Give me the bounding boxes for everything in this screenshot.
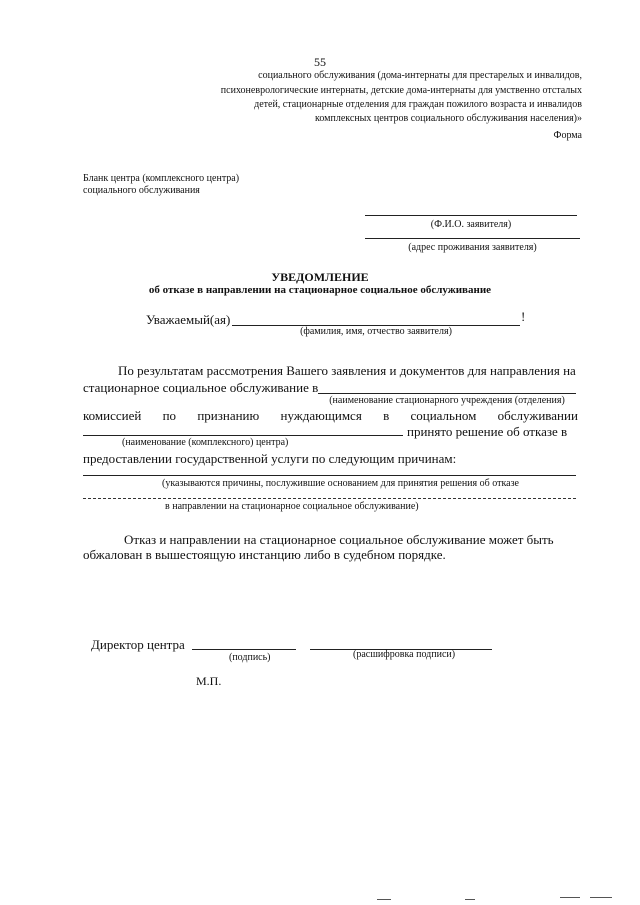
header-line-1: социального обслуживания (дома-интернаты для престарелых и инвалидов, <box>258 70 582 81</box>
center-line <box>83 435 403 436</box>
stamp-label: М.П. <box>196 674 222 688</box>
document-subtitle: об отказе в направлении на стационарное социальное обслуживание <box>148 284 492 296</box>
greeting-caption: (фамилия, имя, отчество заявителя) <box>300 326 452 337</box>
scan-mark-2 <box>465 899 475 900</box>
word-6: социальном <box>410 408 477 423</box>
address-caption: (адрес проживания заявителя) <box>408 242 537 253</box>
header-line-4: комплексных центров социального обслуживания населения)» <box>315 113 582 124</box>
blank-line-2: социального обслуживания <box>83 185 200 196</box>
word-1: комиссией <box>83 408 142 423</box>
appeal-line-1: Отказ и направлении на стационарное социальное обслуживание может быть <box>124 532 554 547</box>
page-number: 55 <box>314 55 326 69</box>
institution-line <box>318 393 576 394</box>
appeal-line-2: обжалован в вышестоящую инстанцию либо в судебном порядке. <box>83 547 446 562</box>
director-label: Директор центра <box>91 637 185 652</box>
reasons-line-1 <box>83 475 576 476</box>
justified-line <box>83 409 578 422</box>
body-line-5: предоставлении государственной услуги по следующим причинам: <box>83 451 457 466</box>
greeting-text: Уважаемый(ая) <box>146 312 231 327</box>
reasons-line-2 <box>83 498 576 499</box>
greeting-end: ! <box>521 309 526 324</box>
institution-caption: (наименование стационарного учреждения (отделения) <box>329 395 565 406</box>
address-line <box>365 238 580 239</box>
header-line-2: психоневрологические интернаты, детские дома-интернаты для умственно отсталых <box>220 85 582 96</box>
blank-line-1: Бланк центра (комплексного центра) <box>83 173 240 184</box>
scan-mark-1 <box>377 899 391 900</box>
fio-line <box>365 215 577 216</box>
body-line-4-tail: принято решение об отказе в <box>407 424 568 439</box>
signature-line <box>192 649 296 650</box>
word-3: признанию <box>197 408 260 423</box>
form-label: Форма <box>553 130 582 141</box>
word-7: обслуживании <box>497 408 578 423</box>
decode-caption: (расшифровка подписи) <box>353 649 456 660</box>
fio-caption: (Ф.И.О. заявителя) <box>430 219 512 230</box>
signature-caption: (подпись) <box>229 652 271 663</box>
word-5: в <box>383 408 390 423</box>
document-title: УВЕДОМЛЕНИЕ <box>271 270 369 284</box>
reasons-caption-2: в направлении на стационарное социальное обслуживание) <box>165 501 419 512</box>
header-line-3: детей, стационарные отделения для граждан пожилого возраста и инвалидов <box>254 99 582 110</box>
reasons-caption: (указываются причины, послужившие основанием для принятия решения об отказе <box>162 478 519 489</box>
center-caption: (наименование (комплексного) центра) <box>122 437 289 448</box>
body-line-1: По результатам рассмотрения Вашего заявления и документов для направления на <box>118 363 576 378</box>
word-4: нуждающимся <box>280 408 362 423</box>
body-line-2: стационарное социальное обслуживание в <box>83 380 319 395</box>
scan-mark-4 <box>590 897 612 898</box>
scan-mark-3 <box>560 897 580 898</box>
word-2: по <box>162 408 177 423</box>
